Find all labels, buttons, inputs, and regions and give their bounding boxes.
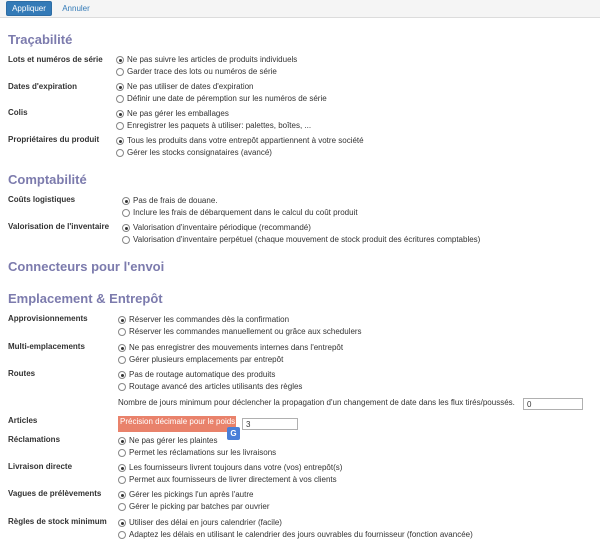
section-title-connecteurs: Connecteurs pour l'envoi — [8, 259, 165, 274]
label-multi: Multi-emplacements — [8, 342, 85, 351]
top-toolbar — [0, 0, 600, 18]
radio-checked-icon — [118, 464, 126, 472]
section-title-emplacement: Emplacement & Entrepôt — [8, 291, 163, 306]
radio-unchecked-icon — [118, 476, 126, 484]
radio-unchecked-icon — [116, 95, 124, 103]
radio-checked-icon — [118, 519, 126, 527]
label-expiration: Dates d'expiration — [8, 82, 78, 91]
radio-unchecked-icon — [116, 122, 124, 130]
radio-unchecked-icon — [116, 149, 124, 157]
radio-checked-icon — [118, 437, 126, 445]
radio-unchecked-icon — [122, 236, 130, 244]
label-approvisionnements: Approvisionnements — [8, 314, 88, 323]
radio-unchecked-icon — [118, 383, 126, 391]
radio-checked-icon — [122, 224, 130, 232]
radio-unchecked-icon — [118, 503, 126, 511]
radio-checked-icon — [116, 56, 124, 64]
tooltip-weight-precision: Précision décimale pour le poids — [118, 416, 236, 432]
label-colis: Colis — [8, 108, 28, 117]
label-reclamations: Réclamations — [8, 435, 61, 444]
radio-checked-icon — [118, 316, 126, 324]
radio-checked-icon — [122, 197, 130, 205]
label-proprietaires: Propriétaires du produit — [8, 135, 100, 144]
label-articles: Articles — [8, 416, 38, 425]
label-regles: Règles de stock minimum — [8, 517, 107, 526]
label-livraison: Livraison directe — [8, 462, 73, 471]
radio-unchecked-icon — [118, 328, 126, 336]
radio-unchecked-icon — [122, 209, 130, 217]
radio-checked-icon — [116, 110, 124, 118]
radio-unchecked-icon — [116, 68, 124, 76]
cancel-link[interactable]: Annuler — [62, 4, 90, 13]
label-valorisation: Valorisation de l'inventaire — [8, 222, 110, 231]
label-routes: Routes — [8, 369, 36, 378]
section-title-tracabilite: Traçabilité — [8, 32, 73, 47]
radio-unchecked-icon — [118, 531, 126, 539]
label-couts: Coûts logistiques — [8, 195, 76, 204]
radio-unchecked-icon — [118, 449, 126, 457]
radio-checked-icon — [116, 83, 124, 91]
weight-precision-input[interactable] — [242, 418, 298, 430]
radio-checked-icon — [118, 371, 126, 379]
propagation-label: Nombre de jours minimum pour déclencher la propagation d'un changement de date dans les flux tirés/poussés. — [118, 398, 515, 407]
radio-checked-icon — [116, 137, 124, 145]
translate-icon[interactable]: G — [227, 427, 240, 440]
label-vagues: Vagues de prélèvements — [8, 489, 102, 498]
radio-checked-icon — [118, 344, 126, 352]
apply-button[interactable]: Appliquer — [6, 1, 52, 16]
radio-checked-icon — [118, 491, 126, 499]
propagation-days-input[interactable] — [523, 398, 583, 410]
radio-unchecked-icon — [118, 356, 126, 364]
label-lots: Lots et numéros de série — [8, 55, 103, 64]
section-title-comptabilite: Comptabilité — [8, 172, 87, 187]
